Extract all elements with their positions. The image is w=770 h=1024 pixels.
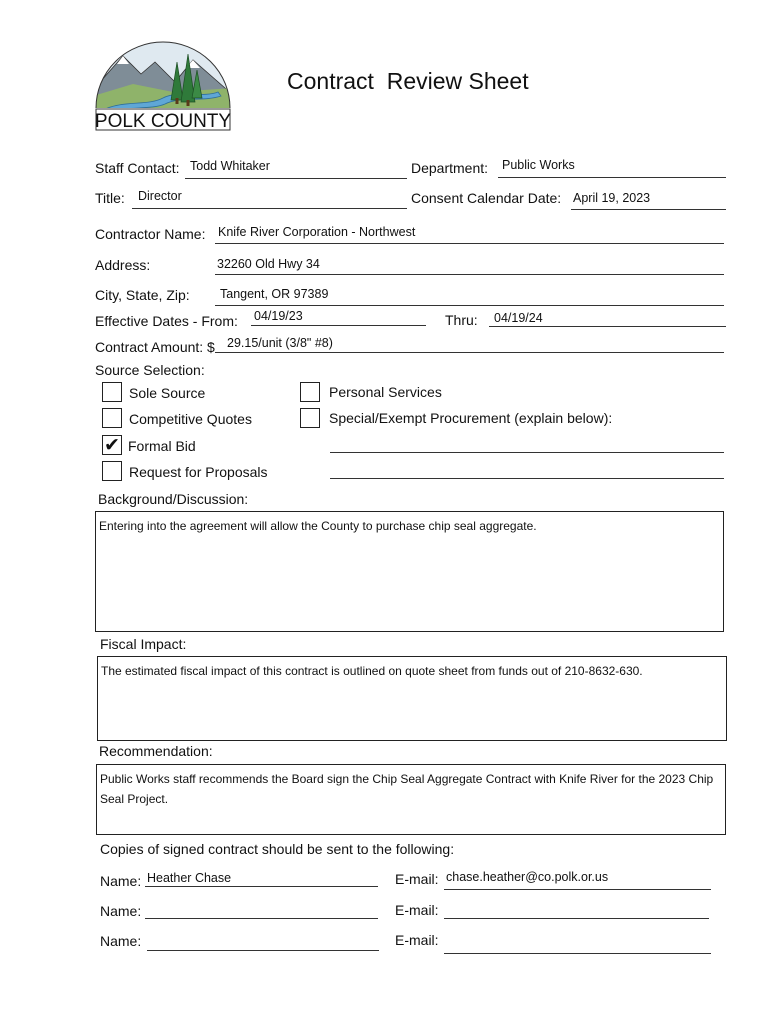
staff-contact-field[interactable]: Todd Whitaker — [190, 159, 270, 173]
address-label: Address: — [95, 257, 151, 273]
name-underline-2 — [145, 918, 378, 919]
email-underline-2 — [444, 918, 709, 919]
email-label-1: E-mail: — [395, 871, 439, 887]
personal-services-checkbox[interactable] — [300, 382, 320, 402]
recommendation-textbox[interactable]: Public Works staff recommends the Board sign the Chip Seal Aggregate Contract with Knife River for the 2023 Chip Seal Project. — [96, 764, 726, 835]
formal-bid-checkbox[interactable] — [102, 435, 122, 455]
exempt-explain-line-2[interactable] — [330, 478, 724, 479]
recommendation-label: Recommendation: — [99, 743, 213, 759]
personal-services-label: Personal Services — [329, 384, 442, 400]
contract-amount-label: Contract Amount: $ — [95, 339, 215, 355]
effective-from-field[interactable]: 04/19/23 — [254, 309, 303, 323]
request-for-proposals-label: Request for Proposals — [129, 464, 268, 480]
polk-county-logo — [93, 40, 233, 132]
name-label-2: Name: — [100, 903, 142, 919]
fiscal-impact-label: Fiscal Impact: — [100, 636, 187, 652]
consent-date-field[interactable]: April 19, 2023 — [573, 191, 651, 205]
contract-amount-field[interactable]: 29.15/unit (3/8" #8) — [227, 336, 333, 350]
background-textbox[interactable]: Entering into the agreement will allow the County to purchase chip seal aggregate. — [95, 511, 724, 632]
effective-from-label: Effective Dates - From: — [95, 313, 238, 329]
sole-source-label: Sole Source — [129, 385, 206, 401]
copies-label: Copies of signed contract should be sent to the following: — [100, 841, 455, 857]
title-label: Title: — [95, 190, 125, 206]
city-field[interactable]: Tangent, OR 97389 — [220, 287, 329, 301]
exempt-explain-line-1[interactable] — [330, 452, 724, 453]
email-underline-3 — [444, 953, 711, 954]
name-field-1[interactable]: Heather Chase — [147, 871, 232, 885]
check-mark-icon: ✔ — [104, 434, 120, 456]
competitive-quotes-checkbox[interactable] — [102, 408, 122, 428]
name-label-3: Name: — [100, 933, 142, 949]
contract-amount-underline — [215, 352, 724, 353]
contractor-name-label: Contractor Name: — [95, 226, 206, 242]
department-label: Department: — [411, 160, 489, 176]
thru-field[interactable]: 04/19/24 — [494, 311, 543, 325]
department-underline — [498, 177, 726, 178]
source-selection-label: Source Selection: — [95, 362, 205, 378]
contractor-name-field[interactable]: Knife River Corporation - Northwest — [218, 225, 416, 239]
thru-label: Thru: — [445, 312, 478, 328]
city-underline — [215, 305, 724, 306]
name-underline-3 — [147, 950, 379, 951]
staff-contact-label: Staff Contact: — [95, 160, 180, 176]
fiscal-impact-textbox[interactable]: The estimated fiscal impact of this contract is outlined on quote sheet from funds out of 210-8632-630. — [97, 656, 727, 741]
email-label-2: E-mail: — [395, 902, 439, 918]
request-for-proposals-checkbox[interactable] — [102, 461, 122, 481]
city-label: City, State, Zip: — [95, 287, 190, 303]
email-underline-1 — [444, 889, 711, 890]
logo-text: POLK COUNTY — [94, 111, 232, 132]
name-label-1: Name: — [100, 873, 142, 889]
email-field-1[interactable]: chase.heather@co.polk.or.us — [446, 870, 609, 884]
formal-bid-label: Formal Bid — [128, 438, 196, 454]
consent-date-label: Consent Calendar Date: — [411, 190, 562, 206]
name-underline-1 — [145, 886, 378, 887]
address-field[interactable]: 32260 Old Hwy 34 — [217, 257, 320, 271]
background-label: Background/Discussion: — [98, 491, 249, 507]
consent-date-underline — [571, 209, 726, 210]
page-title: Contract Review Sheet — [287, 68, 529, 94]
special-exempt-label: Special/Exempt Procurement (explain below): — [329, 410, 613, 426]
staff-contact-underline — [185, 178, 407, 179]
title-field[interactable]: Director — [138, 189, 182, 203]
email-label-3: E-mail: — [395, 932, 439, 948]
mountain-river-logo-icon — [93, 40, 233, 132]
sole-source-checkbox[interactable] — [102, 382, 122, 402]
department-field[interactable]: Public Works — [502, 158, 575, 172]
competitive-quotes-label: Competitive Quotes — [129, 411, 252, 427]
contractor-name-underline — [215, 243, 724, 244]
title-underline — [132, 208, 407, 209]
thru-underline — [489, 326, 726, 327]
effective-from-underline — [251, 325, 426, 326]
address-underline — [215, 274, 724, 275]
special-exempt-checkbox[interactable] — [300, 408, 320, 428]
